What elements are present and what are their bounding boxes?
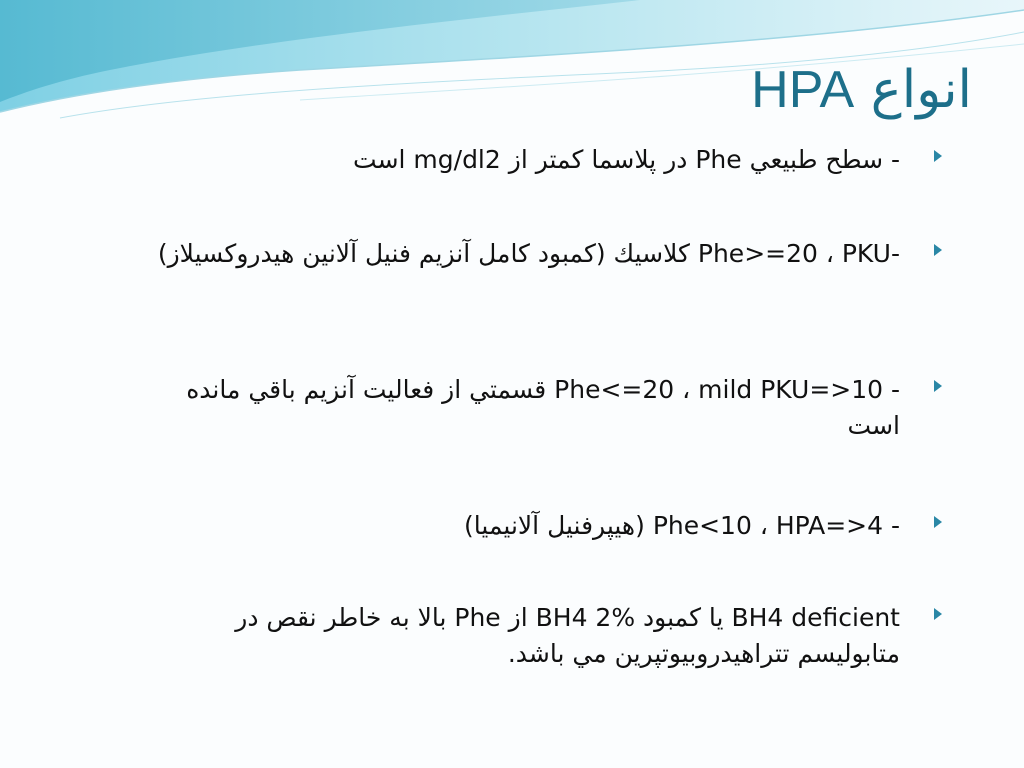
bullet-arrow-icon [934,380,942,392]
bullet-arrow-icon [934,150,942,162]
bullet-text: - 10<=Phe<=20 ، mild PKU قسمتي از فعاليت آنزيم باقي مانده است [186,375,900,440]
bullet-arrow-icon [934,244,942,256]
bullet-item-hpa [140,508,920,544]
bullet-arrow-icon [934,608,942,620]
slide-title [751,55,972,125]
bullet-text: BH4 deficient يا كمبود BH4 2% از Phe بالا به خاطر نقص در متابوليسم تتراهيدروبيوتپرين مي باشد. [235,603,900,668]
bullet-item-mild-pku [140,372,920,444]
title-acronym: HPA [751,61,855,119]
bullet-item-bh4-deficient [140,600,920,672]
bullet-text: - 4<=Phe<10 ، HPA (هيپرفنيل آلانيميا) [464,511,900,540]
bullet-item-classic-pku [140,236,920,272]
bullet-text: -Phe>=20 ، PKU كلاسيك (كمبود كامل آنزيم فنيل آلانين هيدروكسيلاز) [157,239,900,268]
bullet-item-normal-level [140,142,920,178]
bullet-text: - سطح طبيعي Phe در پلاسما كمتر از mg/dl2 است [353,145,900,174]
bullet-arrow-icon [934,516,942,528]
title-word: انواع [870,60,972,120]
